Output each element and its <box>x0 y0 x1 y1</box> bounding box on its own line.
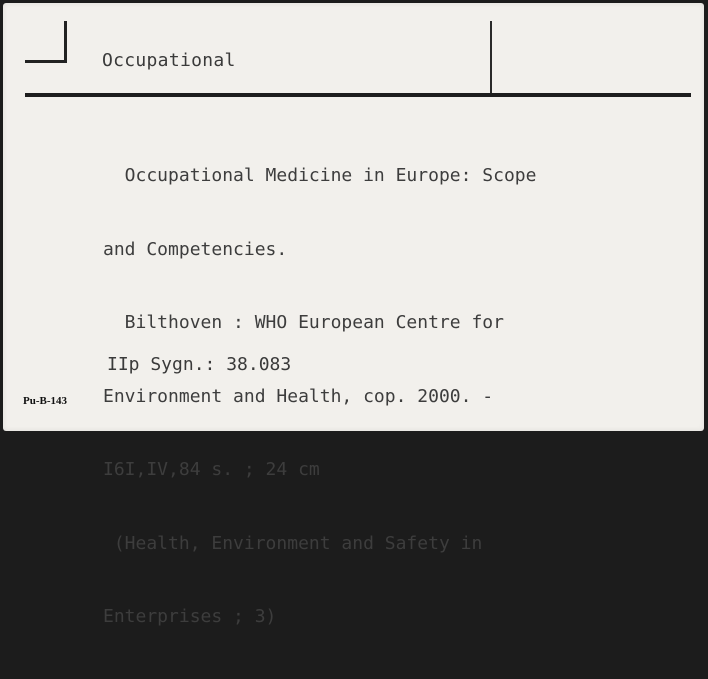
entry-line: (Health, Environment and Safety in <box>103 532 483 554</box>
shelf-signature: IIp Sygn.: 38.083 <box>107 354 292 375</box>
entry-line: Enterprises ; 3) <box>103 606 277 627</box>
entry-line: Occupational Medicine in Europe: Scope <box>103 165 537 186</box>
heading-divider <box>490 21 492 95</box>
catalog-card <box>3 3 704 627</box>
entry-line: and Competencies. <box>103 238 288 260</box>
entry-line: I6I,IV,84 s. ; 24 cm <box>103 459 320 480</box>
heading-rule <box>25 93 691 97</box>
subject-heading: Occupational <box>102 50 236 71</box>
library-stamp: Pu-B-143 <box>23 395 67 407</box>
entry-line: Environment and Health, cop. 2000. - <box>103 385 494 407</box>
corner-mark-horizontal <box>25 60 67 63</box>
entry-line: Bilthoven : WHO European Centre for <box>103 312 504 333</box>
corner-mark-vertical <box>64 21 67 63</box>
catalog-entry <box>103 115 693 679</box>
